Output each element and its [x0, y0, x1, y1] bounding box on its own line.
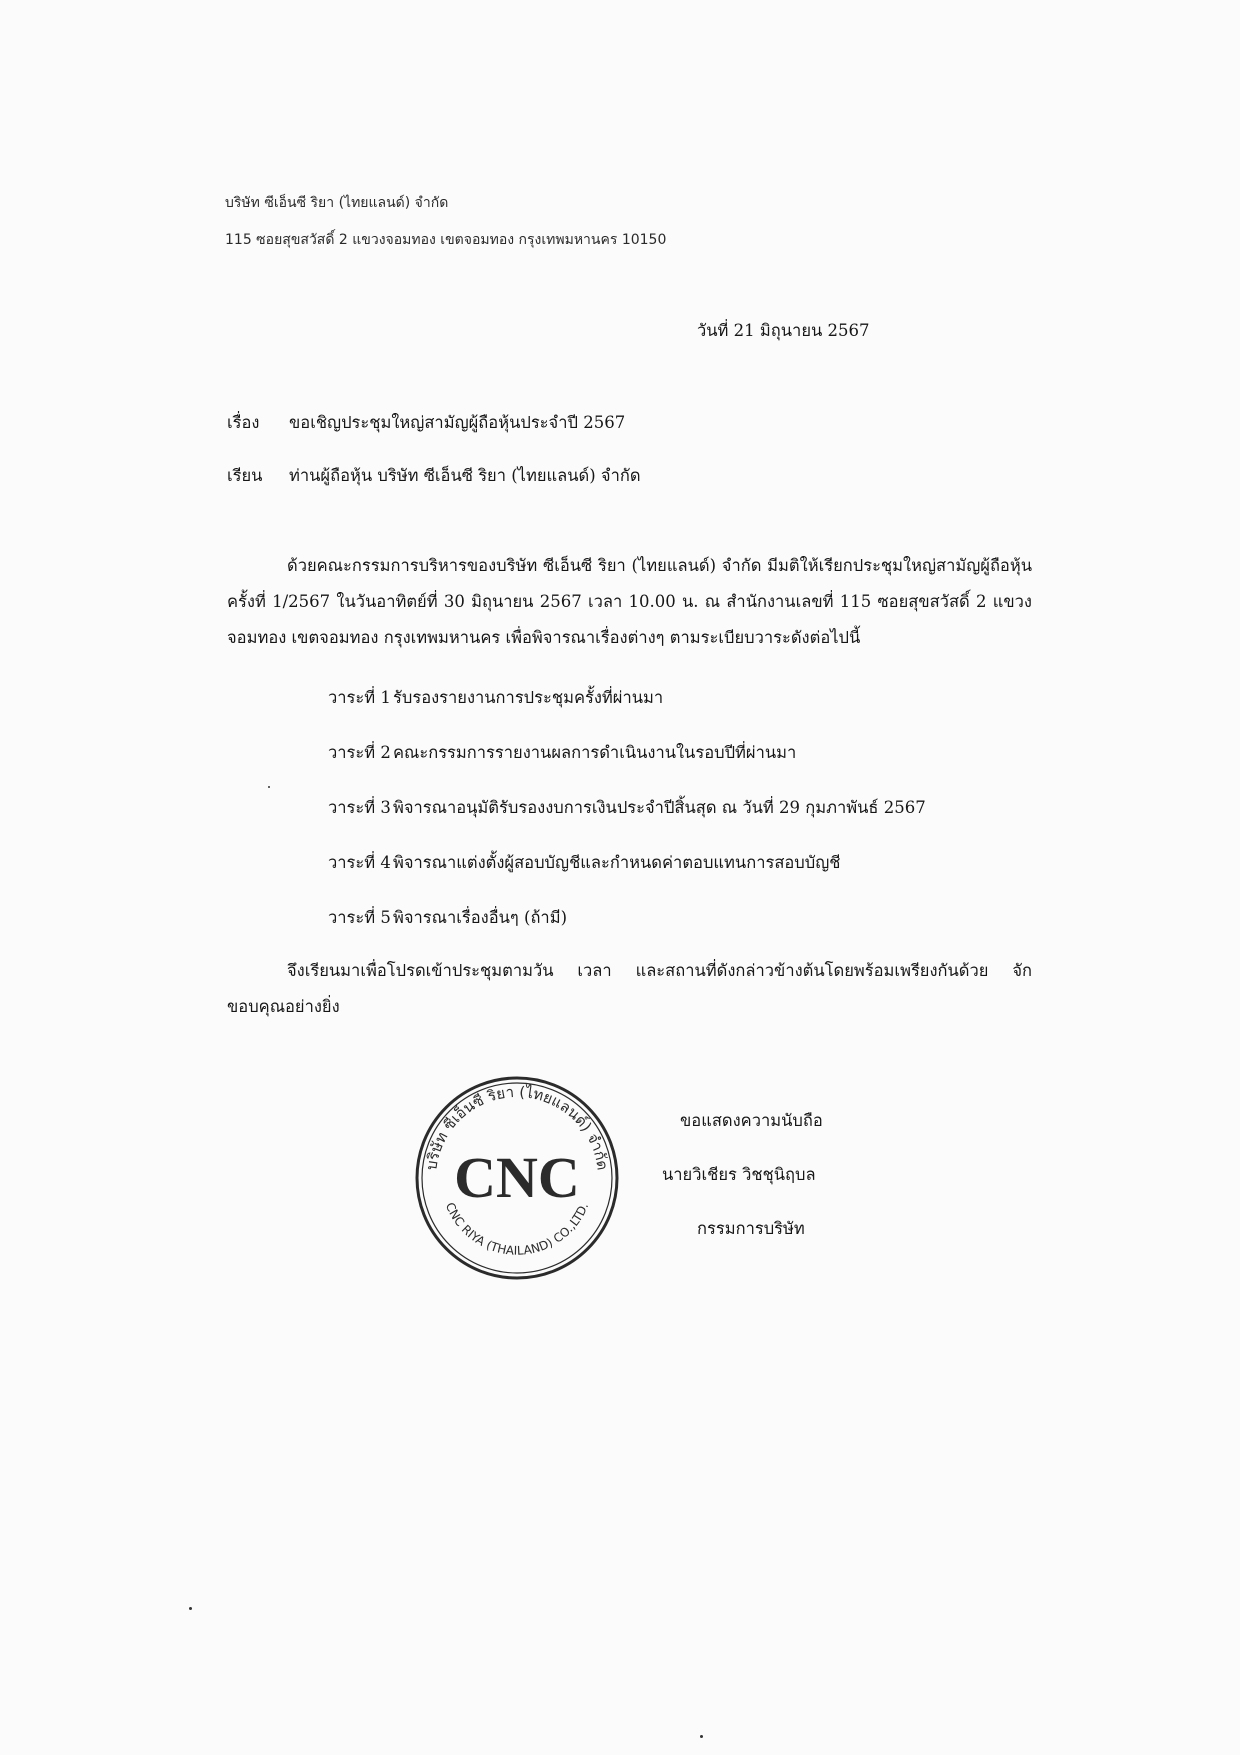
closing-paragraph [227, 953, 1032, 1025]
letterhead-company: บริษัท ซีเอ็นซี ริยา (ไทยแลนด์) จำกัด [225, 195, 449, 211]
agenda-number: วาระที่ 2 [328, 743, 391, 762]
signature-regards: ขอแสดงความนับถือ [680, 1111, 823, 1130]
subject-text: ขอเชิญประชุมใหญ่สามัญผู้ถือหุ้นประจำปี 2567 [289, 413, 626, 432]
signature-title: กรรมการบริษัท [697, 1219, 805, 1238]
seal-ring-thai: บริษัท ซีเอ็นซี ริยา (ไทยแลนด์) จำกัด [422, 1082, 612, 1172]
agenda-text: พิจารณาเรื่องอื่นๆ (ถ้ามี) [393, 908, 568, 927]
subject-label: เรื่อง [227, 413, 260, 432]
intro-text: ด้วยคณะกรรมการบริหารของบริษัท ซีเอ็นซี ริยา (ไทยแลนด์) จำกัด มีมติให้เรียกประชุมใหญ่สามัญผู้ถือหุ้น ครั้งที่ 1/2567 ในวันอาทิตย์ที่ 30 มิถุนายน 2567 เวลา 10.00 น. ณ สำนักงานเลขที่ 115 ซอยสุขสวัสดิ์ 2 แขวงจอมทอง เขตจอมทอง กรุงเทพมหานคร เพื่อพิจารณาเรื่องต่างๆ ตามระเบียบวาระดังต่อไปนี้ [227, 556, 1032, 647]
seal-ring-en: CNC RIYA (THAILAND) CO.,LTD. [442, 1200, 592, 1258]
letterhead-address: 115 ซอยสุขสวัสดิ์ 2 แขวงจอมทอง เขตจอมทอง กรุงเทพมหานคร 10150 [225, 232, 667, 248]
agenda-number: วาระที่ 5 [328, 908, 391, 927]
agenda-item [328, 685, 926, 740]
agenda-text: พิจารณาแต่งตั้งผู้สอบบัญชีและกำหนดค่าตอบแทนการสอบบัญชี [393, 853, 841, 872]
company-seal-icon [412, 1073, 622, 1283]
agenda-number: วาระที่ 1 [328, 688, 391, 707]
agenda-item [328, 795, 926, 850]
agenda-number: วาระที่ 3 [328, 798, 391, 817]
agenda-text: คณะกรรมการรายงานผลการดำเนินงานในรอบปีที่ผ่านมา [393, 743, 797, 762]
recipient-text: ท่านผู้ถือหุ้น บริษัท ซีเอ็นซี ริยา (ไทยแลนด์) จำกัด [289, 466, 641, 485]
agenda-item [328, 850, 926, 905]
agenda-text: พิจารณาอนุมัติรับรองงบการเงินประจำปีสิ้นสุด ณ วันที่ 29 กุมภาพันธ์ 2567 [393, 798, 926, 817]
agenda-item [328, 740, 926, 795]
agenda-text: รับรองรายงานการประชุมครั้งที่ผ่านมา [393, 688, 664, 707]
agenda-list [328, 685, 926, 960]
intro-paragraph [227, 548, 1032, 656]
scan-speck [700, 1735, 703, 1738]
agenda-number: วาระที่ 4 [328, 853, 391, 872]
scan-speck [268, 786, 270, 788]
closing-text: จึงเรียนมาเพื่อโปรดเข้าประชุมตามวัน เวลา และสถานที่ดังกล่าวข้างต้นโดยพร้อมเพรียงกันด้วย จักขอบคุณอย่างยิ่ง [227, 961, 1032, 1016]
seal-center-text: CNC [454, 1145, 580, 1210]
signature-name: นายวิเชียร วิชชุนิฤบล [662, 1165, 816, 1184]
recipient-label: เรียน [227, 466, 263, 485]
agenda-item [328, 905, 926, 960]
letter-date: วันที่ 21 มิถุนายน 2567 [697, 321, 870, 340]
scan-speck [189, 1607, 192, 1610]
